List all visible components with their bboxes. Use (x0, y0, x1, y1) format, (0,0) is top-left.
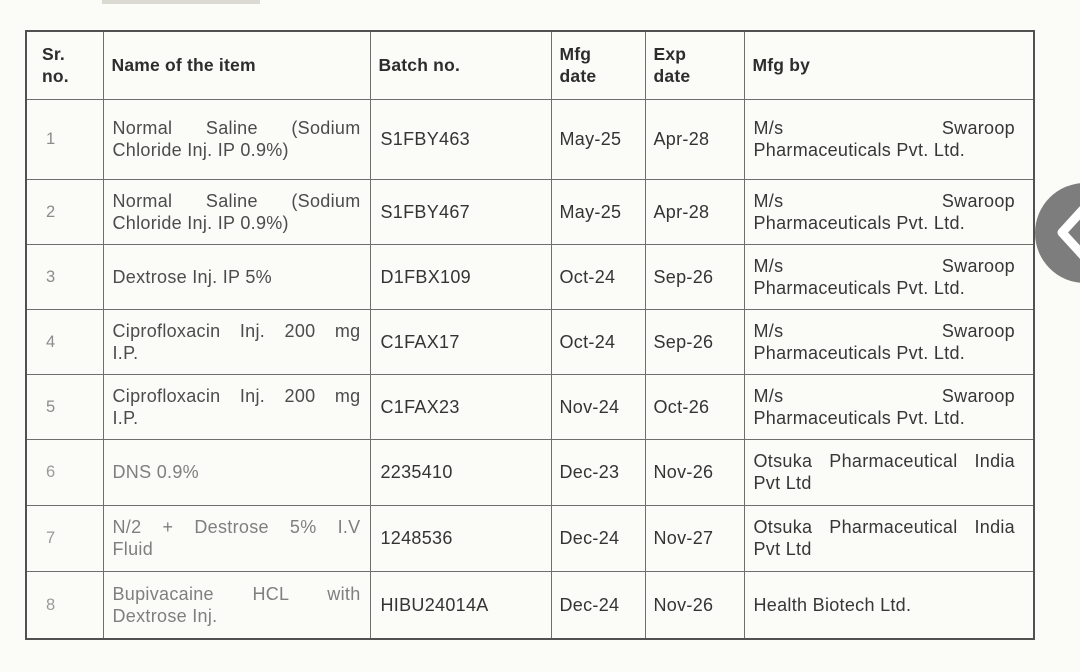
cell-text: Sep-26 (653, 331, 714, 352)
header-text: date (559, 66, 597, 87)
document-scan (25, 30, 1035, 640)
stock-table (25, 30, 1035, 640)
mfg-by-cell (744, 374, 1034, 439)
mfg-date-cell (551, 571, 645, 639)
sr-no-cell (26, 505, 103, 571)
cell-text: Fluid (112, 539, 154, 559)
header-text: Exp (653, 44, 687, 65)
exp-date-cell (645, 505, 744, 571)
mfg-date-cell (551, 179, 645, 244)
cell-text: Ciprofloxacin Inj. 200 mg (112, 320, 361, 341)
cell-text: 5 (46, 397, 56, 416)
exp-date-cell (645, 439, 744, 505)
cell-text: D1FBX109 (380, 266, 471, 287)
mfg-by-cell (744, 179, 1034, 244)
cell-text: S1FBY463 (380, 129, 470, 149)
table-row (26, 99, 1034, 179)
cell-text: Normal Saline (Sodium (112, 190, 361, 211)
cell-text: HIBU24014A (380, 594, 489, 615)
cell-text: Dextrose Inj. (112, 605, 218, 626)
carousel-arrow-button[interactable] (1035, 183, 1080, 283)
sr-no-cell (26, 309, 103, 374)
cell-text: 6 (46, 463, 56, 481)
item-name-cell (103, 374, 370, 439)
mfg-by-cell (744, 571, 1034, 639)
cell-text: M/s Swaroop (753, 385, 1015, 406)
cell-text: Nov-26 (653, 462, 714, 482)
scan-artifact (102, 0, 260, 4)
cell-text: I.P. (112, 342, 139, 363)
mfg-date-cell (551, 99, 645, 179)
table-row (26, 309, 1034, 374)
mfg-by-cell (744, 309, 1034, 374)
mfg-by-cell (744, 99, 1034, 179)
mfg-date-cell (551, 309, 645, 374)
cell-text: Dextrose Inj. IP 5% (112, 266, 272, 287)
exp-date-cell (645, 179, 744, 244)
cell-text: May-25 (559, 129, 622, 149)
chevron-left-icon (1035, 183, 1080, 283)
cell-text: Pharmaceuticals Pvt. Ltd. (753, 212, 966, 233)
batch-no-cell (370, 374, 551, 439)
cell-text: 4 (46, 332, 56, 351)
cell-text: DNS 0.9% (112, 462, 199, 482)
cell-text: Ciprofloxacin Inj. 200 mg (112, 385, 361, 406)
cell-text: 7 (46, 529, 56, 547)
batch-no-cell (370, 244, 551, 309)
cell-text: Bupivacaine HCL with (112, 583, 361, 604)
table-row (26, 505, 1034, 571)
cell-text: M/s Swaroop (753, 320, 1015, 341)
cell-text: May-25 (559, 201, 622, 222)
cell-text: M/s Swaroop (753, 190, 1015, 211)
exp-date-cell (645, 244, 744, 309)
mfg-by-cell (744, 244, 1034, 309)
mfg-date-cell (551, 439, 645, 505)
table-row (26, 374, 1034, 439)
cell-text: Chloride Inj. IP 0.9%) (112, 212, 289, 233)
cell-text: C1FAX17 (380, 331, 460, 352)
header-text: Name of the item (111, 55, 256, 76)
cell-text: S1FBY467 (380, 201, 470, 222)
cell-text: M/s Swaroop (753, 118, 1015, 138)
cell-text: 2235410 (380, 462, 453, 482)
cell-text: Otsuka Pharmaceutical India (753, 517, 1015, 537)
cell-text: Oct-24 (559, 266, 616, 287)
cell-text: Oct-24 (559, 331, 616, 352)
table-header-row (26, 31, 1034, 99)
mfg-by-cell (744, 505, 1034, 571)
cell-text: Dec-24 (559, 594, 620, 615)
exp-date-cell (645, 571, 744, 639)
column-header-exp-date (645, 31, 744, 99)
sr-no-cell (26, 99, 103, 179)
cell-text: 3 (46, 267, 56, 286)
batch-no-cell (370, 179, 551, 244)
sr-no-cell (26, 571, 103, 639)
cell-text: Pharmaceuticals Pvt. Ltd. (753, 342, 966, 363)
cell-text: C1FAX23 (380, 396, 460, 417)
cell-text: Dec-23 (559, 462, 620, 482)
item-name-cell (103, 505, 370, 571)
batch-no-cell (370, 309, 551, 374)
mfg-date-cell (551, 505, 645, 571)
item-name-cell (103, 244, 370, 309)
cell-text: Pvt Ltd (753, 539, 812, 559)
cell-text: Health Biotech Ltd. (753, 594, 912, 615)
exp-date-cell (645, 99, 744, 179)
cell-text: Nov-24 (559, 396, 620, 417)
cell-text: Apr-28 (653, 201, 710, 222)
header-text: Mfg (559, 44, 592, 65)
cell-text: Pharmaceuticals Pvt. Ltd. (753, 407, 966, 428)
cell-text: Otsuka Pharmaceutical India (753, 451, 1015, 471)
cell-text: M/s Swaroop (753, 255, 1015, 276)
table-row (26, 244, 1034, 309)
cell-text: 1 (46, 130, 56, 148)
sr-no-cell (26, 179, 103, 244)
item-name-cell (103, 309, 370, 374)
item-name-cell (103, 99, 370, 179)
sr-no-cell (26, 374, 103, 439)
column-header-item-name (103, 31, 370, 99)
header-text: no. (42, 66, 69, 87)
exp-date-cell (645, 309, 744, 374)
header-text: Batch no. (378, 55, 461, 76)
sr-no-cell (26, 439, 103, 505)
column-header-mfg-by (744, 31, 1034, 99)
cell-text: Dec-24 (559, 528, 620, 548)
column-header-batch-no (370, 31, 551, 99)
cell-text: Nov-27 (653, 528, 714, 548)
cell-text: Oct-26 (653, 396, 710, 417)
column-header-mfg-date (551, 31, 645, 99)
batch-no-cell (370, 99, 551, 179)
header-text: Mfg by (752, 55, 811, 76)
exp-date-cell (645, 374, 744, 439)
table-row (26, 571, 1034, 639)
cell-text: I.P. (112, 407, 139, 428)
item-name-cell (103, 439, 370, 505)
cell-text: Chloride Inj. IP 0.9%) (112, 140, 289, 160)
cell-text: Sep-26 (653, 266, 714, 287)
cell-text: N/2 + Destrose 5% I.V (112, 517, 361, 537)
cell-text: Pvt Ltd (753, 473, 812, 493)
cell-text: Apr-28 (653, 129, 710, 149)
table-row (26, 439, 1034, 505)
cell-text: 1248536 (380, 528, 453, 548)
cell-text: Normal Saline (Sodium (112, 118, 361, 138)
cell-text: Pharmaceuticals Pvt. Ltd. (753, 140, 966, 160)
batch-no-cell (370, 571, 551, 639)
mfg-date-cell (551, 374, 645, 439)
item-name-cell (103, 179, 370, 244)
batch-no-cell (370, 505, 551, 571)
cell-text: Nov-26 (653, 594, 714, 615)
mfg-by-cell (744, 439, 1034, 505)
table-row (26, 179, 1034, 244)
header-text: Sr. (42, 44, 65, 65)
item-name-cell (103, 571, 370, 639)
cell-text: 8 (46, 595, 56, 614)
mfg-date-cell (551, 244, 645, 309)
cell-text: Pharmaceuticals Pvt. Ltd. (753, 277, 966, 298)
cell-text: 2 (46, 202, 56, 221)
header-text: date (653, 66, 691, 87)
sr-no-cell (26, 244, 103, 309)
column-header-sr-no (26, 31, 103, 99)
batch-no-cell (370, 439, 551, 505)
